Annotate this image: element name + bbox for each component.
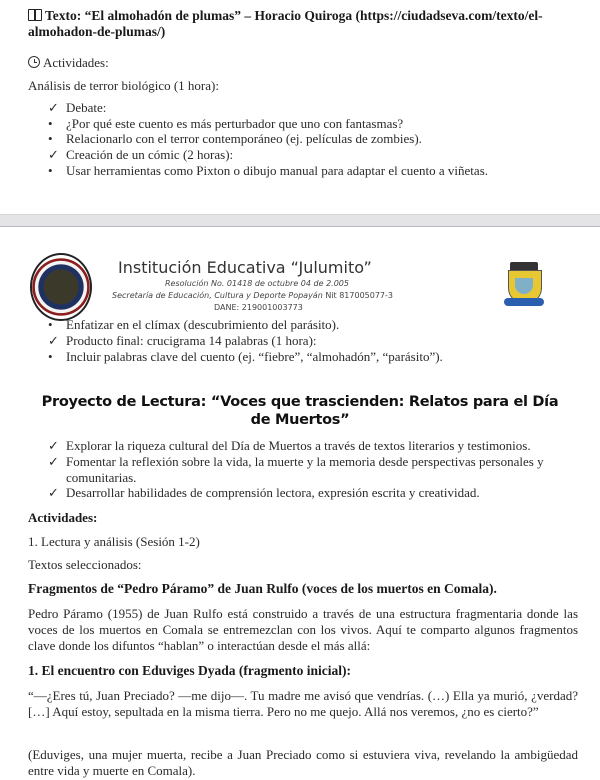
list-item-text: Relacionarlo con el terror contemporáneo (ej. películas de zombies). bbox=[66, 131, 422, 146]
list-item bbox=[48, 147, 578, 163]
check-icon: ✓ bbox=[48, 485, 59, 500]
book-icon bbox=[28, 9, 42, 21]
list-item bbox=[48, 131, 578, 147]
list-item-text: Debate: bbox=[66, 100, 107, 115]
list-item-text: Usar herramientas como Pixton o dibujo manual para adaptar el cuento a viñetas. bbox=[66, 163, 488, 178]
list-item bbox=[48, 116, 578, 132]
list-item bbox=[48, 333, 578, 349]
clock-icon bbox=[28, 56, 40, 68]
list-item-text: Enfatizar en el clímax (descubrimiento del parásito). bbox=[66, 317, 340, 332]
activities-label-row: Actividades: bbox=[28, 55, 578, 71]
list-item bbox=[48, 100, 578, 116]
fragment1-quote: “—¿Eres tú, Juan Preciado? —me dijo—. Tu madre me avisó que vendrías. (…) Ella ya murió, ¿verdad? […] Aquí estoy, sepultada en la misma tierra. Pero no me quejo. Allá nos veremos, ¿no es cierto?” bbox=[28, 688, 578, 719]
session-label: 1. Lectura y análisis (Sesión 1-2) bbox=[28, 534, 200, 549]
list-item bbox=[48, 317, 578, 333]
check-icon: ✓ bbox=[48, 454, 59, 469]
activities-heading: Actividades: bbox=[28, 510, 98, 525]
bullet-icon: • bbox=[48, 349, 53, 364]
list-item-text: Incluir palabras clave del cuento (ej. “fiebre”, “almohadón”, “parásito”). bbox=[66, 349, 443, 364]
list-item-text: Producto final: crucigrama 14 palabras (1 hora): bbox=[66, 333, 317, 348]
secretaria: Secretaría de Educación, Cultura y Deporte Popayán bbox=[112, 291, 323, 300]
fragments-heading: Fragmentos de “Pedro Páramo” de Juan Rulfo (voces de los muertos en Comala). bbox=[28, 581, 497, 596]
fragment1-heading: 1. El encuentro con Eduviges Dyada (fragmento inicial): bbox=[28, 663, 351, 678]
list-item-text: Explorar la riqueza cultural del Día de Muertos a través de textos literarios y testimonios. bbox=[66, 438, 531, 453]
school-logo bbox=[30, 253, 92, 321]
list-item-text: Creación de un cómic (2 horas): bbox=[66, 147, 234, 162]
list-item bbox=[48, 485, 578, 501]
dane: DANE: 219001003773 bbox=[214, 303, 303, 312]
page-break bbox=[0, 214, 600, 227]
bullet-icon: • bbox=[48, 116, 53, 131]
list-item bbox=[48, 349, 578, 365]
check-icon: ✓ bbox=[48, 147, 59, 162]
analysis-label: Análisis de terror biológico (1 hora): bbox=[28, 78, 219, 93]
resolution: Resolución No. 01418 de octubre 04 de 2.005 bbox=[165, 279, 349, 288]
project-title: Proyecto de Lectura: “Voces que trascienden: Relatos para el Día de Muertos” bbox=[41, 394, 559, 428]
secretaria-line bbox=[112, 291, 393, 300]
list-item bbox=[48, 163, 578, 179]
institution-name: Institución Educativa “Julumito” bbox=[118, 258, 372, 277]
municipal-crest bbox=[504, 262, 544, 308]
check-icon: ✓ bbox=[48, 333, 59, 348]
text-title: Texto: “El almohadón de plumas” – Horacio Quiroga (https://ciudadseva.com/texto/el-almohadon-de-plumas/) bbox=[28, 8, 543, 39]
bullet-icon: • bbox=[48, 131, 53, 146]
list-item bbox=[48, 454, 578, 486]
bullet-icon: • bbox=[48, 317, 53, 332]
list-item-text: Desarrollar habilidades de comprensión lectora, expresión escrita y creatividad. bbox=[66, 485, 480, 500]
check-icon: ✓ bbox=[48, 100, 59, 115]
list-item-text: ¿Por qué este cuento es más perturbador que uno con fantasmas? bbox=[66, 116, 404, 131]
list-item bbox=[48, 438, 578, 454]
nit: Nit 817005077-3 bbox=[325, 291, 393, 300]
texts-label: Textos seleccionados: bbox=[28, 557, 142, 572]
list-item-text: Fomentar la reflexión sobre la vida, la muerte y la memoria desde perspectivas personales y comunitarias. bbox=[66, 454, 544, 485]
fragment1-note: (Eduviges, una mujer muerta, recibe a Juan Preciado como si estuviera viva, revelando la ambigüedad entre vida y muerte en Comala). bbox=[28, 747, 578, 778]
intro-paragraph: Pedro Páramo (1955) de Juan Rulfo está construido a través de una estructura fragmentaria donde las voces de los muertos en Comala se entremezclan con los vivos. Aquí te comparto algunos fragmentos clave donde los difuntos “hablan” o interactúan desde el más allá: bbox=[28, 606, 578, 653]
bullet-icon: • bbox=[48, 163, 53, 178]
check-icon: ✓ bbox=[48, 438, 59, 453]
